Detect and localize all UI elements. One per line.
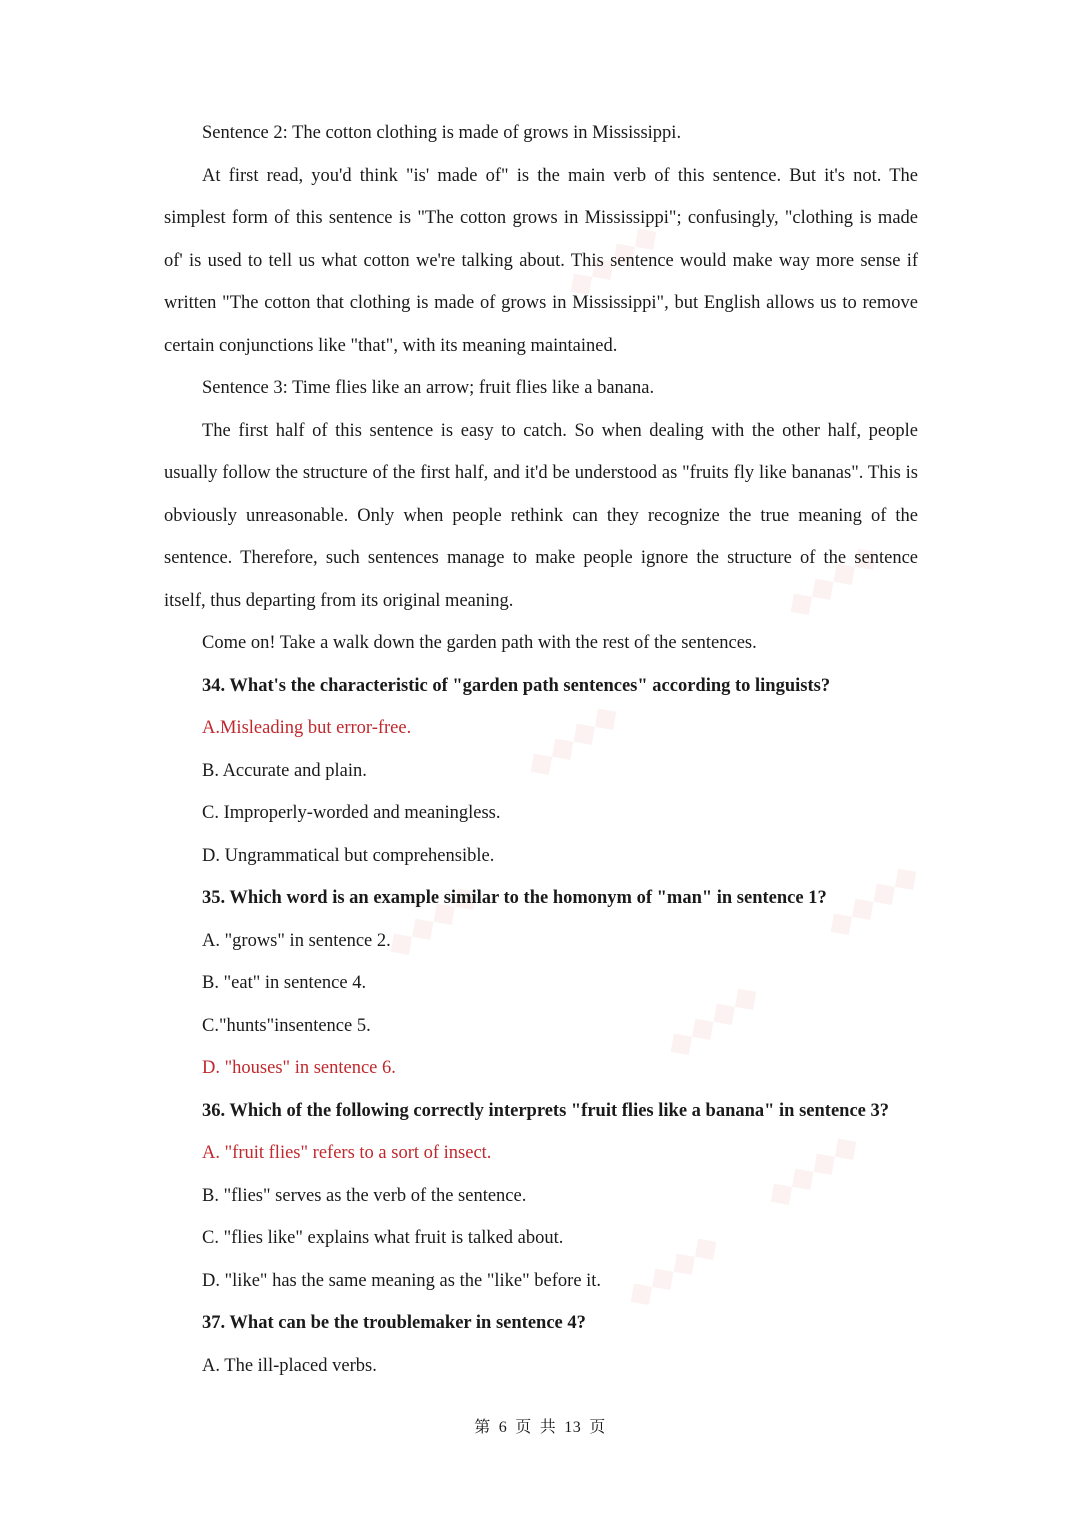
question-37-stem: 37. What can be the troublemaker in sentence 4? bbox=[202, 1313, 586, 1333]
passage-paragraph: The first half of this sentence is easy to catch. So when dealing with the other half, people usually follow the structure of the first half, and it'd be understood as "fruits fly like bananas". This is obviously unreasonable. Only when people rethink can they recognize the true meaning of the sentence. Therefore, such sentences manage to make people ignore the structure of the sentence itself, thus departing from its original meaning. bbox=[164, 420, 918, 611]
question-35-option-d: D. "houses" in sentence 6. bbox=[202, 1058, 396, 1078]
footer-suffix: 页 bbox=[589, 1419, 606, 1436]
question-34-option-d: D. Ungrammatical but comprehensible. bbox=[202, 845, 495, 866]
question-34-stem: 34. What's the characteristic of "garden path sentences" according to linguists? bbox=[202, 675, 831, 696]
passage-paragraph: At first read, you'd think "is' made of" is the main verb of this sentence. But it's not. The simplest form of this sentence is "The cotton grows in Mississippi"; confusingly, "clothing is made of' is used to tell us what cotton we're talking about. This sentence would make way more sense if written "The cotton that clothing is made of grows in Mississippi", but English allows us to remove certain conjunctions like "that", with its meaning maintained. bbox=[164, 165, 918, 356]
question-34-option-a: A.Misleading but error-free. bbox=[202, 718, 412, 738]
question-35-option-a: A. "grows" in sentence 2. bbox=[202, 930, 391, 951]
question-37-option-a: A. The ill-placed verbs. bbox=[202, 1355, 377, 1376]
watermark: ◆◆◆◆ bbox=[757, 1123, 867, 1217]
passage-paragraph: Sentence 3: Time flies like an arrow; fruit flies like a banana. bbox=[202, 378, 655, 398]
question-36-stem: 36. Which of the following correctly interprets "fruit flies like a banana" in sentence 3? bbox=[202, 1100, 890, 1121]
passage-paragraph: Sentence 2: The cotton clothing is made of grows in Mississippi. bbox=[202, 123, 682, 143]
passage-paragraph: Come on! Take a walk down the garden path with the rest of the sentences. bbox=[202, 633, 757, 653]
footer-total-word: 共 bbox=[539, 1419, 557, 1436]
footer-total-pages: 13 bbox=[564, 1419, 582, 1436]
question-35-option-b: B. "eat" in sentence 4. bbox=[202, 973, 367, 993]
question-36-option-a: A. "fruit flies" refers to a sort of insect. bbox=[202, 1143, 492, 1163]
question-36-option-d: D. "like" has the same meaning as the "like" before it. bbox=[202, 1270, 602, 1291]
footer-page-word: 页 bbox=[515, 1419, 532, 1436]
document-body bbox=[164, 112, 918, 1387]
watermark: ◆◆◆◆ bbox=[617, 1223, 727, 1317]
question-35-stem: 35. Which word is an example similar to the homonym of "man" in sentence 1? bbox=[202, 888, 827, 908]
watermark: ◆◆◆◆ bbox=[657, 973, 767, 1067]
question-36-option-b: B. "flies" serves as the verb of the sentence. bbox=[202, 1185, 527, 1206]
question-35-option-c: C."hunts"insentence 5. bbox=[202, 1015, 371, 1036]
watermark: ◆◆◆◆ bbox=[817, 853, 927, 947]
question-36-option-c: C. "flies like" explains what fruit is talked about. bbox=[202, 1228, 564, 1248]
watermark: ◆◆◆◆ bbox=[377, 873, 487, 967]
watermark: ◆◆◆◆ bbox=[517, 693, 627, 787]
question-34-option-c: C. Improperly-worded and meaningless. bbox=[202, 803, 501, 823]
footer-prefix: 第 bbox=[474, 1419, 491, 1436]
watermark: ◆◆◆◆ bbox=[557, 213, 667, 307]
page-footer bbox=[0, 1414, 1080, 1437]
watermark: ◆◆◆◆ bbox=[777, 533, 887, 627]
question-34-option-b: B. Accurate and plain. bbox=[202, 760, 367, 781]
footer-page-number: 6 bbox=[498, 1419, 508, 1436]
